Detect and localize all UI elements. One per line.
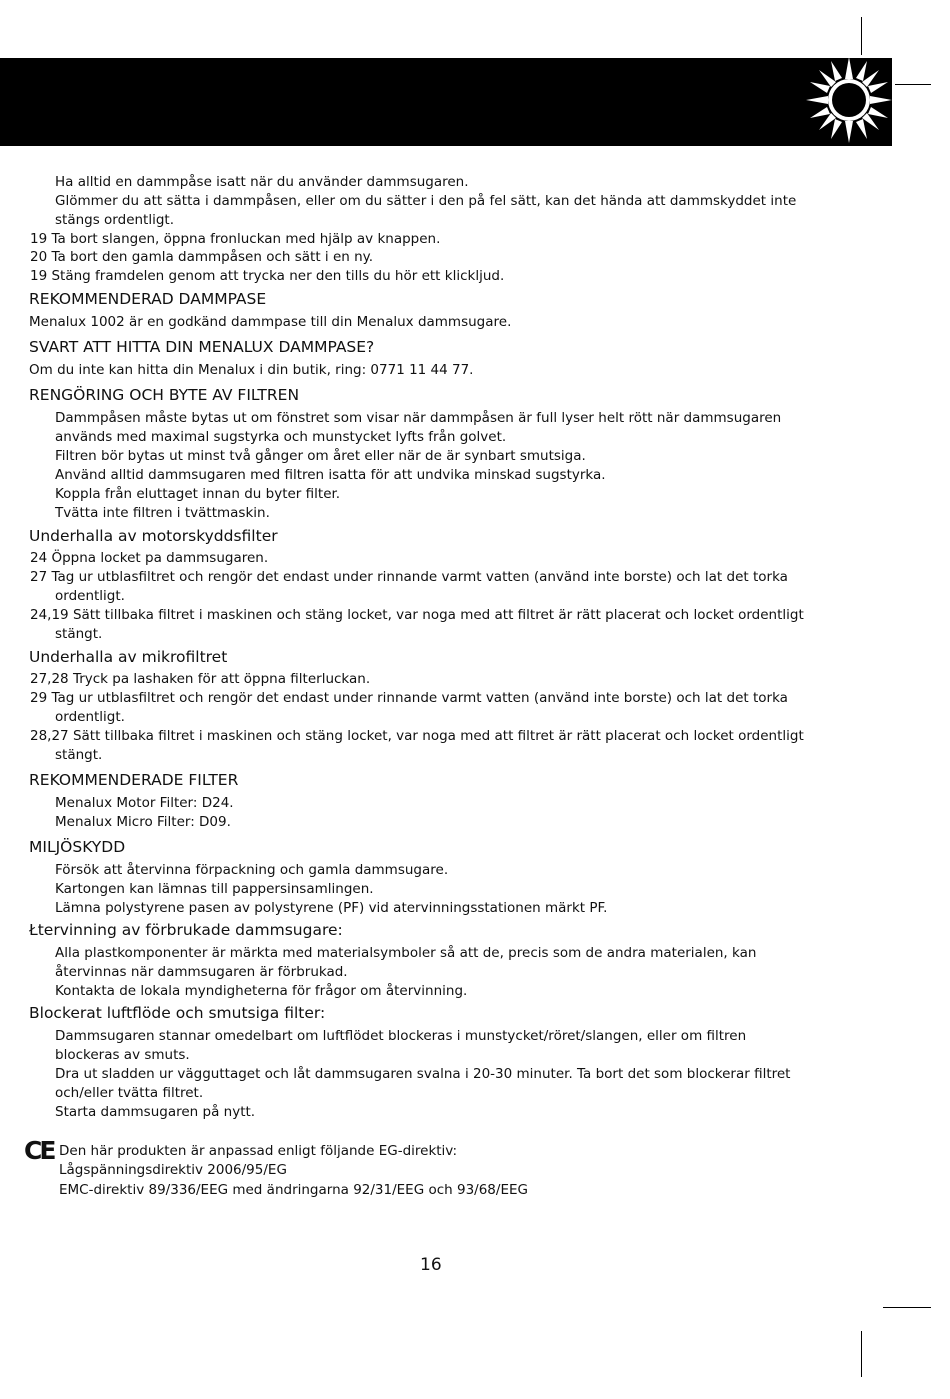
paragraph: stängt.	[55, 747, 103, 763]
paragraph: Dammpåsen måste bytas ut om fönstret som visar när dammpåsen är full lyser helt rött när dammsugaren	[55, 410, 782, 426]
step-item: 28,27 Sätt tillbaka filtret i maskinen och stäng locket, var noga med att filtret är rätt placerat och locket ordentligt	[30, 728, 804, 744]
section-heading: REKOMMENDERADE FILTER	[29, 771, 239, 789]
paragraph: Kartongen kan lämnas till pappersinsamlingen.	[55, 881, 374, 897]
crop-mark	[861, 1331, 862, 1377]
paragraph: Menalux Motor Filter: D24.	[55, 795, 234, 811]
paragraph: Filtren bör bytas ut minst två gånger om året eller när de är synbart smutsiga.	[55, 448, 586, 464]
paragraph: och/eller tvätta filtret.	[55, 1085, 204, 1101]
crop-mark	[895, 84, 931, 85]
paragraph: Alla plastkomponenter är märkta med materialsymboler så att de, precis som de andra materialen, kan	[55, 945, 757, 961]
section-heading: REKOMMENDERAD DAMMPASE	[29, 290, 267, 308]
paragraph: Menalux Micro Filter: D09.	[55, 814, 231, 830]
paragraph: Starta dammsugaren på nytt.	[55, 1104, 256, 1120]
paragraph: blockeras av smuts.	[55, 1047, 190, 1063]
section-heading: Blockerat luftflöde och smutsiga filter:	[29, 1004, 326, 1022]
paragraph: Ha alltid en dammpåse isatt när du använder dammsugaren.	[55, 174, 469, 190]
paragraph: ordentligt.	[55, 709, 125, 725]
section-heading: RENGÖRING OCH BYTE AV FILTREN	[29, 386, 300, 404]
step-item: 24 Öppna locket pa dammsugaren.	[30, 550, 269, 566]
section-heading: MILJÖSKYDD	[29, 838, 126, 856]
paragraph: Använd alltid dammsugaren med filtren isatta för att undvika minskad sugstyrka.	[55, 467, 606, 483]
header-bar	[0, 58, 892, 146]
section-heading: Underhalla av mikrofiltret	[29, 648, 228, 666]
paragraph: ordentligt.	[55, 588, 125, 604]
paragraph: Lämna polystyrene pasen av polystyrene (PF) vid atervinningsstationen märkt PF.	[55, 900, 608, 916]
step-item: 20 Ta bort den gamla dammpåsen och sätt i en ny.	[30, 249, 374, 265]
step-item: 24,19 Sätt tillbaka filtret i maskinen och stäng locket, var noga med att filtret är rätt placerat och locket ordentligt	[30, 607, 804, 623]
paragraph: Dra ut sladden ur vägguttaget och låt dammsugaren svalna i 20-30 minuter. Ta bort det som blockerar filtret	[55, 1066, 791, 1082]
paragraph: används med maximal sugstyrka och munstycket lyfts från golvet.	[55, 429, 507, 445]
paragraph: Menalux 1002 är en godkänd dammpase till din Menalux dammsugare.	[29, 314, 512, 330]
registration-sun-icon	[806, 57, 892, 143]
step-item: 27 Tag ur utblasfiltret och rengör det endast under rinnande varmt vatten (använd inte borste) och lat det torka	[30, 569, 788, 585]
step-item: 19 Ta bort slangen, öppna fronluckan med hjälp av knappen.	[30, 231, 441, 247]
step-item: 19 Stäng framdelen genom att trycka ner den tills du hör ett klickljud.	[30, 268, 505, 284]
paragraph: stängs ordentligt.	[55, 212, 175, 228]
section-heading: SVART ATT HITTA DIN MENALUX DAMMPASE?	[29, 338, 375, 356]
step-item: 29 Tag ur utblasfiltret och rengör det endast under rinnande varmt vatten (använd inte borste) och lat det torka	[30, 690, 788, 706]
section-heading: Underhalla av motorskyddsfilter	[29, 527, 278, 545]
paragraph: Lågspänningsdirektiv 2006/95/EG	[59, 1162, 287, 1178]
paragraph: Glömmer du att sätta i dammpåsen, eller om du sätter i den på fel sätt, kan det hända att dammskyddet inte	[55, 193, 797, 209]
ce-mark-icon: CE	[24, 1136, 54, 1165]
paragraph: Om du inte kan hitta din Menalux i din butik, ring: 0771 11 44 77.	[29, 362, 474, 378]
page-number: 16	[420, 1255, 442, 1275]
paragraph: EMC-direktiv 89/336/EEG med ändringarna 92/31/EEG och 93/68/EEG	[59, 1182, 528, 1198]
step-item: 27,28 Tryck pa lashaken för att öppna filterluckan.	[30, 671, 371, 687]
paragraph: Kontakta de lokala myndigheterna för frågor om återvinning.	[55, 983, 468, 999]
paragraph: Försök att återvinna förpackning och gamla dammsugare.	[55, 862, 449, 878]
section-heading: Łtervinning av förbrukade dammsugare:	[29, 921, 343, 939]
paragraph: återvinnas när dammsugaren är förbrukad.	[55, 964, 348, 980]
paragraph: stängt.	[55, 626, 103, 642]
crop-mark	[861, 17, 862, 55]
paragraph: Koppla från eluttaget innan du byter filter.	[55, 486, 341, 502]
paragraph: Tvätta inte filtren i tvättmaskin.	[55, 505, 270, 521]
paragraph: Dammsugaren stannar omedelbart om luftflödet blockeras i munstycket/röret/slangen, eller om filtren	[55, 1028, 747, 1044]
paragraph: Den här produkten är anpassad enligt följande EG-direktiv:	[59, 1143, 458, 1159]
crop-mark	[883, 1307, 931, 1308]
